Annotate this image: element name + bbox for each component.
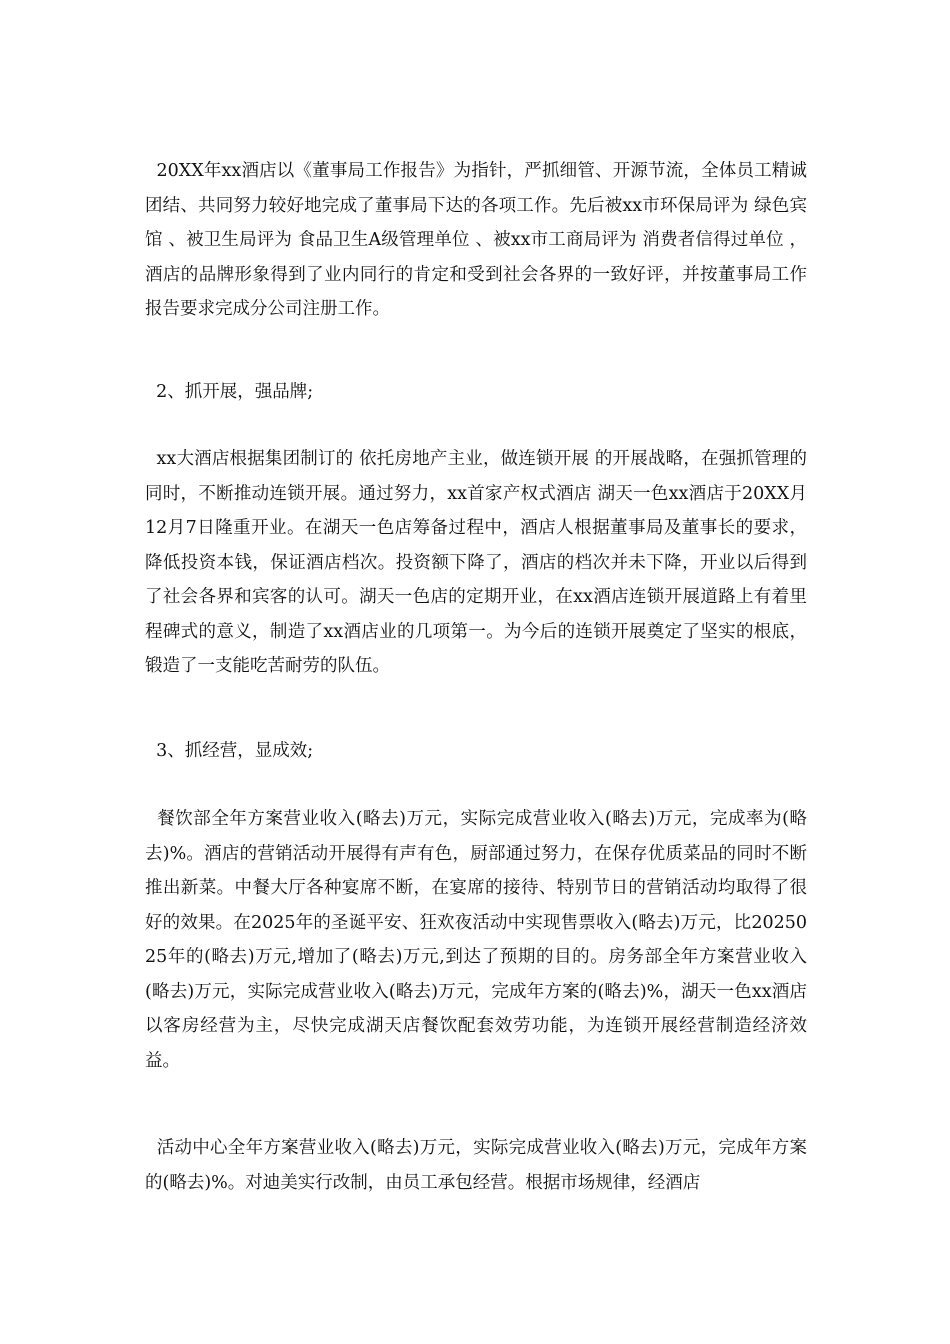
paragraph-achievements: 20XX年xx酒店以《董事局工作报告》为指针，严抓细管、开源节流，全体员工精诚团结、共同努力较好地完成了董事局下达的各项工作。先后被xx市环保局评为 绿色宾馆 、被卫生局评为 食品卫生A级管理单位 、被xx市工商局评为 消费者信得过单位 ，酒店的品牌形象得到了业内同行的肯定和受到社会各界的一致好评，并按董事局工作报告要求完成分公司注册工作。 [145, 161, 807, 319]
paragraph-activity-center: 活动中心全年方案营业收入(略去)万元，实际完成营业收入(略去)万元，完成年方案的(略去)%。对迪美实行改制，由员工承包经营。根据市场规律，经酒店 [145, 1138, 807, 1193]
paragraph-chain-development: xx大酒店根据集团制订的 依托房地产主业，做连锁开展 的开展战略，在强抓管理的同时，不断推动连锁开展。通过努力，xx首家产权式酒店 湖天一色xx酒店于20XX月12月7日隆重开业。在湖天一色店筹备过程中，酒店人根据董事局及董事长的要求，降低投资本钱，保证酒店档次。投资额下降了，酒店的档次并未下降，开业以后得到了社会各界和宾客的认可。湖天一色店的定期开业，在xx酒店连锁开展道路上有着里程碑式的意义，制造了xx酒店业的几项第一。为今后的连锁开展奠定了坚实的根底，锻造了一支能吃苦耐劳的队伍。 [145, 449, 807, 676]
paragraph-dining-revenue: 餐饮部全年方案营业收入(略去)万元，实际完成营业收入(略去)万元，完成率为(略去)%。酒店的营销活动开展得有声有色，厨部通过努力，在保存优质菜品的同时不断推出新菜。中餐大厅各种宴席不断，在宴席的接待、特别节日的营销活动均取得了很好的效果。在2025年的圣诞平安、狂欢夜活动中实现售票收入(略去)万元，比2025025年的(略去)万元,增加了(略去)万元,到达了预期的目的。房务部全年方案营业收入(略去)万元，实际完成营业收入(略去)万元，完成年方案的(略去)%，湖天一色xx酒店以客房经营为主，尽快完成湖天店餐饮配套效劳功能，为连锁开展经营制造经济效益。 [145, 809, 807, 1071]
section-heading-brand: 2、抓开展，强品牌; [145, 382, 314, 402]
section-heading-operations: 3、抓经营，显成效; [145, 741, 314, 761]
